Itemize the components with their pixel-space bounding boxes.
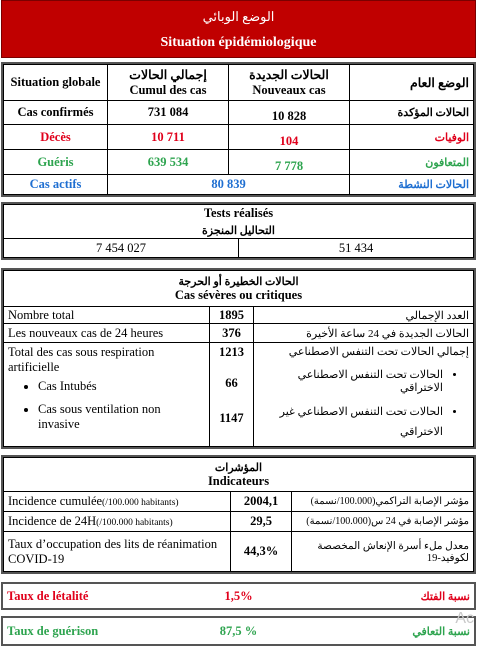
severe-title-ar: الحالات الخطيرة أو الحرجة xyxy=(178,275,299,288)
row-active-ar: الحالات النشطة xyxy=(350,175,474,195)
severe-resp-val: 1213 xyxy=(219,345,244,359)
indicators-title-ar: المؤشرات xyxy=(214,461,263,474)
page-header xyxy=(1,0,476,58)
tests-table xyxy=(3,204,474,258)
inc-cum-fr-cell xyxy=(4,492,231,512)
recovery-fr: Taux de guérison xyxy=(7,623,99,638)
inc-24-fr-cell xyxy=(4,512,231,532)
severe-intub-fr: • Cas Intubés xyxy=(38,379,205,394)
inc-cum-val: 2004,1 xyxy=(231,492,292,512)
row-confirmed-new: 10 828 xyxy=(229,101,350,125)
row-deaths-ar: الوفيات xyxy=(350,125,474,150)
indicators-table xyxy=(3,457,474,572)
indicators-title xyxy=(4,458,474,492)
occ-ar: معدل ملء أسرة الإنعاش المخصصة لكوفيد-19 xyxy=(292,532,474,572)
severe-resp-values xyxy=(210,343,254,447)
row-deaths-cumul: 10 711 xyxy=(108,125,229,150)
lethality-fr: Taux de létalité xyxy=(7,588,89,603)
inc-cum-unit: (/100.000 habitants) xyxy=(102,498,179,508)
inc-cum-fr: Incidence cumulée xyxy=(8,494,103,508)
recovery-val: 87,5 % xyxy=(219,623,258,638)
row-recovered-ar: المتعافون xyxy=(350,150,474,175)
col-cumul xyxy=(108,65,229,101)
row-confirmed-ar: الحالات المؤكدة xyxy=(350,101,474,125)
tests-title-ar: التحاليل المنجزة xyxy=(4,223,474,239)
row-recovered-new: 7 778 xyxy=(229,150,350,175)
col-situation-fr: Situation globale xyxy=(4,65,108,101)
severe-nonint-fr: • Cas sous ventilation non invasive xyxy=(38,402,205,432)
situation-table xyxy=(3,64,474,195)
col-situation-ar: الوضع العام xyxy=(350,65,474,101)
lethality-section xyxy=(1,582,476,610)
page xyxy=(1,0,476,646)
tests-new: 51 434 xyxy=(239,239,474,258)
severe-total-fr: Nombre total xyxy=(4,307,210,324)
situation-section xyxy=(1,62,476,197)
row-deaths-fr: Décès xyxy=(4,125,108,150)
col-cumul-ar: إجمالي الحالات xyxy=(129,68,207,82)
inc-24-fr: Incidence de 24H xyxy=(8,514,97,528)
indicators-title-fr: Indicateurs xyxy=(207,473,270,488)
row-confirmed-fr: Cas confirmés xyxy=(4,101,108,125)
tests-cumul: 7 454 027 xyxy=(4,239,239,258)
tests-title-fr: Tests réalisés xyxy=(4,205,474,223)
lethality-val: 1,5% xyxy=(224,588,253,603)
inc-24-unit: (/100.000 habitants) xyxy=(96,518,173,528)
severe-resp-ar-cell xyxy=(254,343,474,447)
inc-cum-ar: مؤشر الإصابة التراكمي(100.000/نسمة) xyxy=(292,492,474,512)
severe-intub-val: 66 xyxy=(225,376,238,390)
row-confirmed-cumul: 731 084 xyxy=(108,101,229,125)
severe-new24-ar: الحالات الجديدة في 24 ساعة الأخيرة xyxy=(254,324,474,343)
row-recovered-fr: Guéris xyxy=(4,150,108,175)
severe-resp-ar: إجمالي الحالات تحت التنفس الاصطناعي xyxy=(288,346,469,358)
severe-intub-ar: • الحالات تحت التنفس الاصطناعي الاختراقي xyxy=(258,368,443,394)
recovery-section xyxy=(1,616,476,646)
row-active-value: 80 839 xyxy=(108,175,350,195)
severe-section xyxy=(1,268,476,449)
recovery-ar: نسبة التعافي xyxy=(412,625,470,638)
row-deaths-new: 104 xyxy=(229,125,350,150)
inc-24-val: 29,5 xyxy=(231,512,292,532)
recovery-table xyxy=(3,618,474,644)
severe-resp-list-fr xyxy=(8,379,205,432)
indicators-section xyxy=(1,455,476,574)
severe-new24-val: 376 xyxy=(210,324,254,343)
col-cumul-fr: Cumul des cas xyxy=(129,83,207,97)
severe-total-val: 1895 xyxy=(210,307,254,324)
lethality-table xyxy=(3,584,474,608)
severe-table xyxy=(3,270,474,447)
inc-24-ar: مؤشر الإصابة في 24 س(100.000/نسمة) xyxy=(292,512,474,532)
severe-new24-fr: Les nouveaux cas de 24 heures xyxy=(4,324,210,343)
severe-resp-list-ar xyxy=(258,368,469,442)
severe-nonint-val: 1147 xyxy=(219,411,244,425)
lethality-ar: نسبة الفتك xyxy=(420,590,470,603)
watermark-text: Ac xyxy=(455,610,474,627)
severe-resp-fr: Total des cas sous respiration artificielle xyxy=(8,345,155,374)
occ-fr: Taux d’occupation des lits de réanimation COVID-19 xyxy=(4,532,231,572)
severe-total-ar: العدد الإجمالي xyxy=(254,307,474,324)
occ-val: 44,3% xyxy=(231,532,292,572)
severe-resp-fr-cell xyxy=(4,343,210,447)
col-new-fr: Nouveaux cas xyxy=(252,83,326,97)
row-recovered-cumul: 639 534 xyxy=(108,150,229,175)
col-new xyxy=(229,65,350,101)
severe-title xyxy=(4,271,474,307)
header-title-ar: الوضع الوبائي xyxy=(202,9,275,24)
row-active-fr: Cas actifs xyxy=(4,175,108,195)
severe-title-fr: Cas sévères ou critiques xyxy=(174,287,303,302)
col-new-ar: الحالات الجديدة xyxy=(249,68,329,82)
tests-section xyxy=(1,202,476,260)
severe-nonint-ar: • الحالات تحت التنفس الاصطناعي غير الاختراقي xyxy=(258,402,443,442)
header-title-fr: Situation épidémiologique xyxy=(160,35,317,50)
